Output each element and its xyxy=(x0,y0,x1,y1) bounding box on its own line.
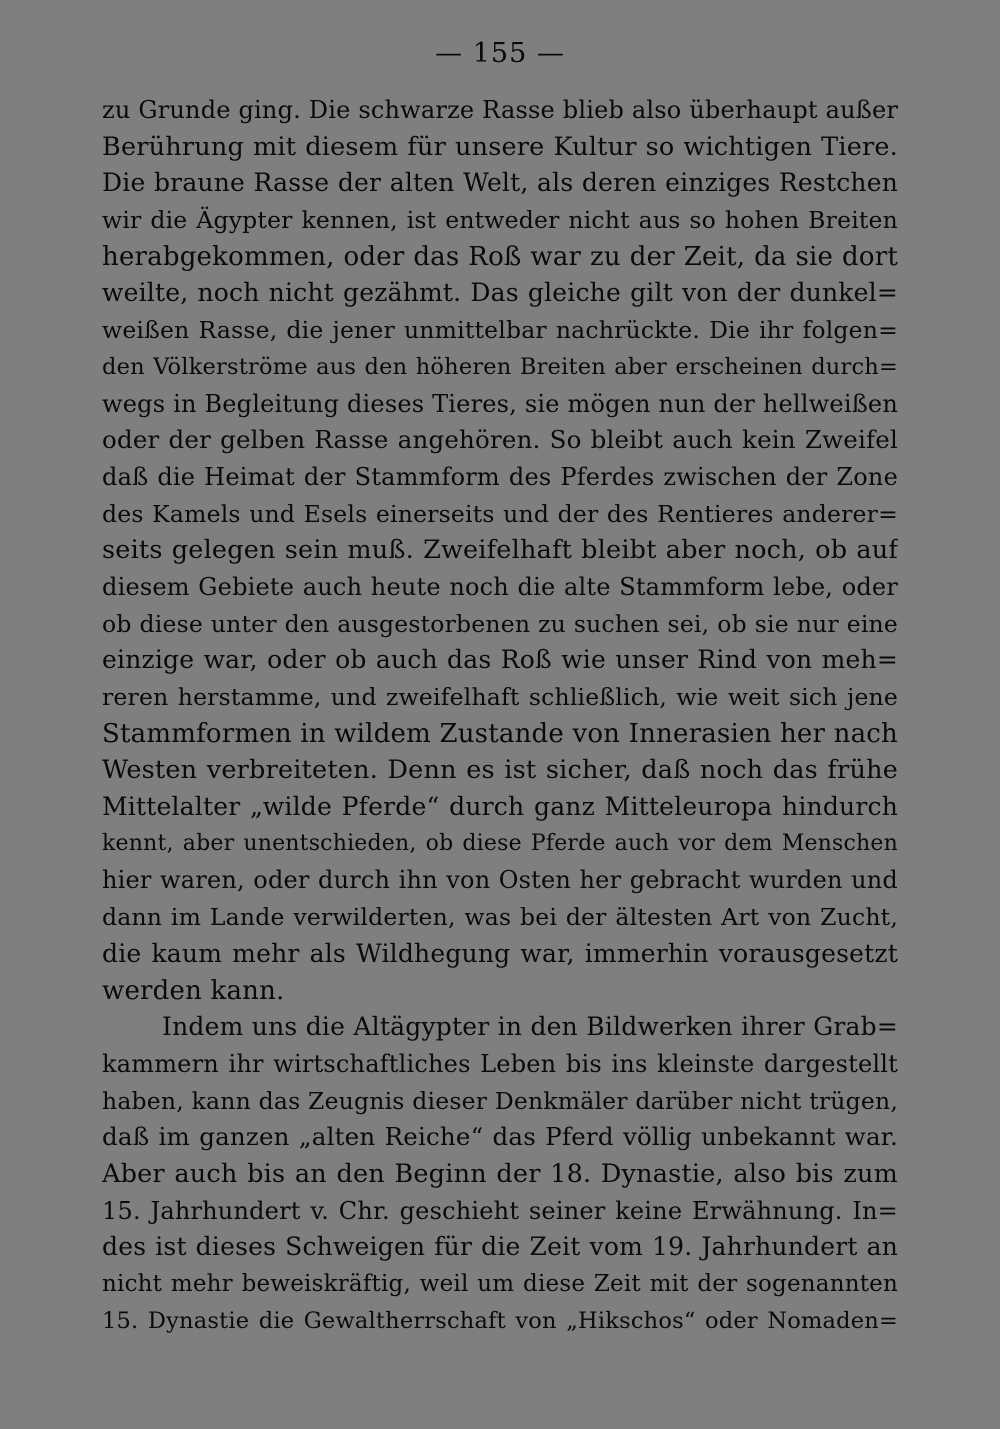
paragraph-end-line: werden kann. xyxy=(102,975,285,1006)
text-line: Aber auch bis an den Beginn der 18. Dynastie, also bis zum xyxy=(102,1158,898,1189)
text-line: diesem Gebiete auch heute noch die alte Stammform lebe, oder xyxy=(102,572,898,601)
text-line: 15. Jahrhundert v. Chr. geschieht seiner keine Erwähnung. In= xyxy=(102,1196,898,1225)
text-line: seits gelegen sein muß. Zweifelhaft bleibt aber noch, ob auf xyxy=(102,535,898,566)
text-line: weißen Rasse, die jener unmittelbar nachrückte. Die ihr folgen= xyxy=(102,316,898,345)
text-line: des Kamels und Esels einerseits und der des Rentieres anderer= xyxy=(102,499,898,528)
text-line: den Völkerströme aus den höheren Breiten aber erscheinen durch= xyxy=(102,353,898,380)
text-line: wegs in Begleitung dieses Tieres, sie mögen nun der hellweißen xyxy=(102,389,898,418)
text-line: 15. Dynastie die Gewaltherrschaft von „Hikschos“ oder Nomaden= xyxy=(102,1307,898,1334)
text-line: daß im ganzen „alten Reiche“ das Pferd völlig unbekannt war. xyxy=(102,1122,898,1152)
text-line: kennt, aber unentschieden, ob diese Pferde auch vor dem Menschen xyxy=(102,830,898,856)
text-line: nicht mehr beweiskräftig, weil um diese Zeit mit der sogenannten xyxy=(102,1271,898,1297)
text-line: wir die Ägypter kennen, ist entweder nicht aus so hohen Breiten xyxy=(102,206,898,235)
text-line: zu Grunde ging. Die schwarze Rasse blieb also überhaupt außer xyxy=(102,96,898,124)
text-line: daß die Heimat der Stammform des Pferdes zwischen der Zone xyxy=(102,462,898,491)
page-number: — 155 — xyxy=(435,38,565,69)
text-line: einzige war, oder ob auch das Roß wie unser Rind von meh= xyxy=(102,645,898,675)
paragraph-start-line: Indem uns die Altägypter in den Bildwerken ihrer Grab= xyxy=(162,1012,898,1042)
text-line: Die braune Rasse der alten Welt, als deren einziges Restchen xyxy=(102,168,898,198)
text-line: weilte, noch nicht gezähmt. Das gleiche gilt von der dunkel= xyxy=(102,278,898,308)
text-line: Westen verbreiteten. Denn es ist sicher, daß noch das frühe xyxy=(102,755,898,786)
text-line: kammern ihr wirtschaftliches Leben bis ins kleinste dargestellt xyxy=(102,1049,898,1078)
text-line: des ist dieses Schweigen für die Zeit vom 19. Jahrhundert an xyxy=(102,1232,898,1262)
text-line: herabgekommen, oder das Roß war zu der Zeit, da sie dort xyxy=(102,241,898,272)
text-line: Berührung mit diesem für unsere Kultur so wichtigen Tiere. xyxy=(102,131,898,162)
text-line: die kaum mehr als Wildhegung war, immerhin vorausgesetzt xyxy=(102,938,898,968)
text-line: oder der gelben Rasse angehören. So bleibt auch kein Zweifel xyxy=(102,425,898,455)
text-line: reren herstamme, und zweifelhaft schließlich, wie weit sich jene xyxy=(102,683,898,711)
text-line: ob diese unter den ausgestorbenen zu suchen sei, ob sie nur eine xyxy=(102,609,898,638)
text-line: hier waren, oder durch ihn von Osten her gebracht wurden und xyxy=(102,866,898,895)
body-text xyxy=(102,92,898,1339)
text-line: Mittelalter „wilde Pferde“ durch ganz Mitteleuropa hindurch xyxy=(102,792,898,822)
text-line: haben, kann das Zeugnis dieser Denkmäler darüber nicht trügen, xyxy=(102,1086,898,1115)
text-line: Stammformen in wildem Zustande von Innerasien her nach xyxy=(102,718,898,749)
text-line: dann im Lande verwilderten, was bei der ältesten Art von Zucht, xyxy=(102,903,898,932)
